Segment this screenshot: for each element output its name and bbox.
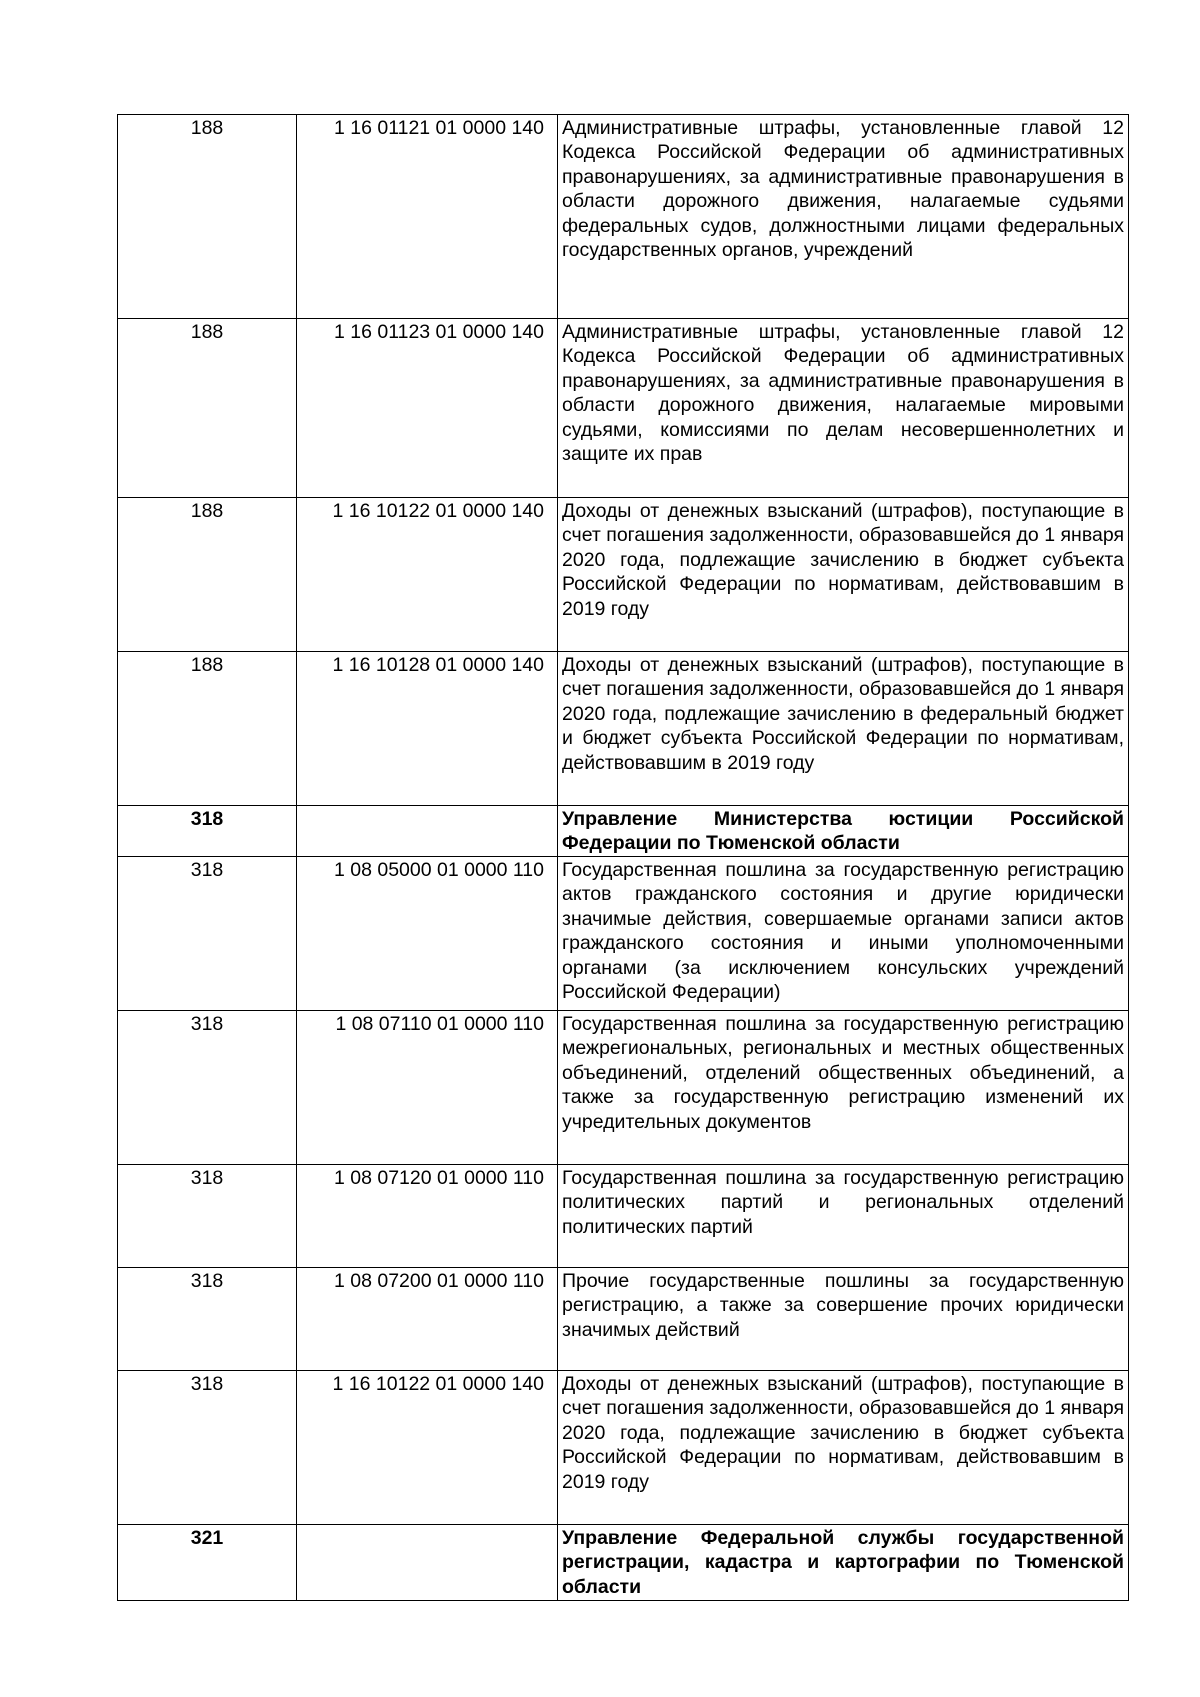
budget-code-cell: 1 08 05000 01 0000 110 xyxy=(297,857,558,1011)
admin-code-cell: 318 xyxy=(118,1011,297,1165)
section-title-cell: Управление Министерства юстиции Российской Федерации по Тюменской области xyxy=(558,806,1129,857)
budget-code-cell: 1 16 01123 01 0000 140 xyxy=(297,319,558,498)
description-cell: Государственная пошлина за государственную регистрацию межрегиональных, региональных и местных общественных объединений, отделений общественных объединений, а также за государственную регистрацию изменений их учредительных документов xyxy=(558,1011,1129,1165)
description-cell: Административные штрафы, установленные главой 12 Кодекса Российской Федерации об административных правонарушениях, за административные правонарушения в области дорожного движения, налагаемые мировыми судьями, комиссиями по делам несовершеннолетних и защите их прав xyxy=(558,319,1129,498)
table-row-section-header xyxy=(118,1525,1129,1601)
description-cell: Прочие государственные пошлины за государственную регистрацию, а также за совершение прочих юридически значимых действий xyxy=(558,1268,1129,1371)
budget-code-cell xyxy=(297,1525,558,1601)
description-cell: Доходы от денежных взысканий (штрафов), поступающие в счет погашения задолженности, образовавшейся до 1 января 2020 года, подлежащие зачислению в бюджет субъекта Российской Федерации по нормативам, действовавшим в 2019 году xyxy=(558,498,1129,652)
admin-code-cell: 188 xyxy=(118,319,297,498)
budget-code-cell: 1 08 07110 01 0000 110 xyxy=(297,1011,558,1165)
table-row xyxy=(118,652,1129,806)
section-title-cell: Управление Федеральной службы государственной регистрации, кадастра и картографии по Тюменской области xyxy=(558,1525,1129,1601)
table-row xyxy=(118,1371,1129,1525)
revenue-codes-table xyxy=(117,114,1129,1601)
description-cell: Доходы от денежных взысканий (штрафов), поступающие в счет погашения задолженности, образовавшейся до 1 января 2020 года, подлежащие зачислению в федеральный бюджет и бюджет субъекта Российской Федерации по нормативам, действовавшим в 2019 году xyxy=(558,652,1129,806)
table-row xyxy=(118,857,1129,1011)
budget-code-cell xyxy=(297,806,558,857)
budget-code-cell: 1 16 10122 01 0000 140 xyxy=(297,1371,558,1525)
admin-code-cell: 318 xyxy=(118,1165,297,1268)
admin-code-cell: 321 xyxy=(118,1525,297,1601)
table-row xyxy=(118,115,1129,319)
table-row xyxy=(118,1268,1129,1371)
table-row xyxy=(118,1165,1129,1268)
table-row-section-header xyxy=(118,806,1129,857)
admin-code-cell: 188 xyxy=(118,498,297,652)
description-cell: Административные штрафы, установленные главой 12 Кодекса Российской Федерации об административных правонарушениях, за административные правонарушения в области дорожного движения, налагаемые судьями федеральных судов, должностными лицами федеральных государственных органов, учреждений xyxy=(558,115,1129,319)
admin-code-cell: 318 xyxy=(118,1371,297,1525)
budget-code-cell: 1 08 07200 01 0000 110 xyxy=(297,1268,558,1371)
description-cell: Государственная пошлина за государственную регистрацию политических партий и региональных отделений политических партий xyxy=(558,1165,1129,1268)
budget-code-cell: 1 16 10122 01 0000 140 xyxy=(297,498,558,652)
budget-code-cell: 1 16 10128 01 0000 140 xyxy=(297,652,558,806)
table-row xyxy=(118,1011,1129,1165)
budget-code-cell: 1 16 01121 01 0000 140 xyxy=(297,115,558,319)
admin-code-cell: 318 xyxy=(118,806,297,857)
description-cell: Доходы от денежных взысканий (штрафов), поступающие в счет погашения задолженности, образовавшейся до 1 января 2020 года, подлежащие зачислению в бюджет субъекта Российской Федерации по нормативам, действовавшим в 2019 году xyxy=(558,1371,1129,1525)
admin-code-cell: 188 xyxy=(118,652,297,806)
admin-code-cell: 318 xyxy=(118,1268,297,1371)
admin-code-cell: 318 xyxy=(118,857,297,1011)
table-row xyxy=(118,319,1129,498)
budget-code-cell: 1 08 07120 01 0000 110 xyxy=(297,1165,558,1268)
description-cell: Государственная пошлина за государственную регистрацию актов гражданского состояния и другие юридически значимые действия, совершаемые органами записи актов гражданского состояния и иными уполномоченными органами (за исключением консульских учреждений Российской Федерации) xyxy=(558,857,1129,1011)
admin-code-cell: 188 xyxy=(118,115,297,319)
table-row xyxy=(118,498,1129,652)
